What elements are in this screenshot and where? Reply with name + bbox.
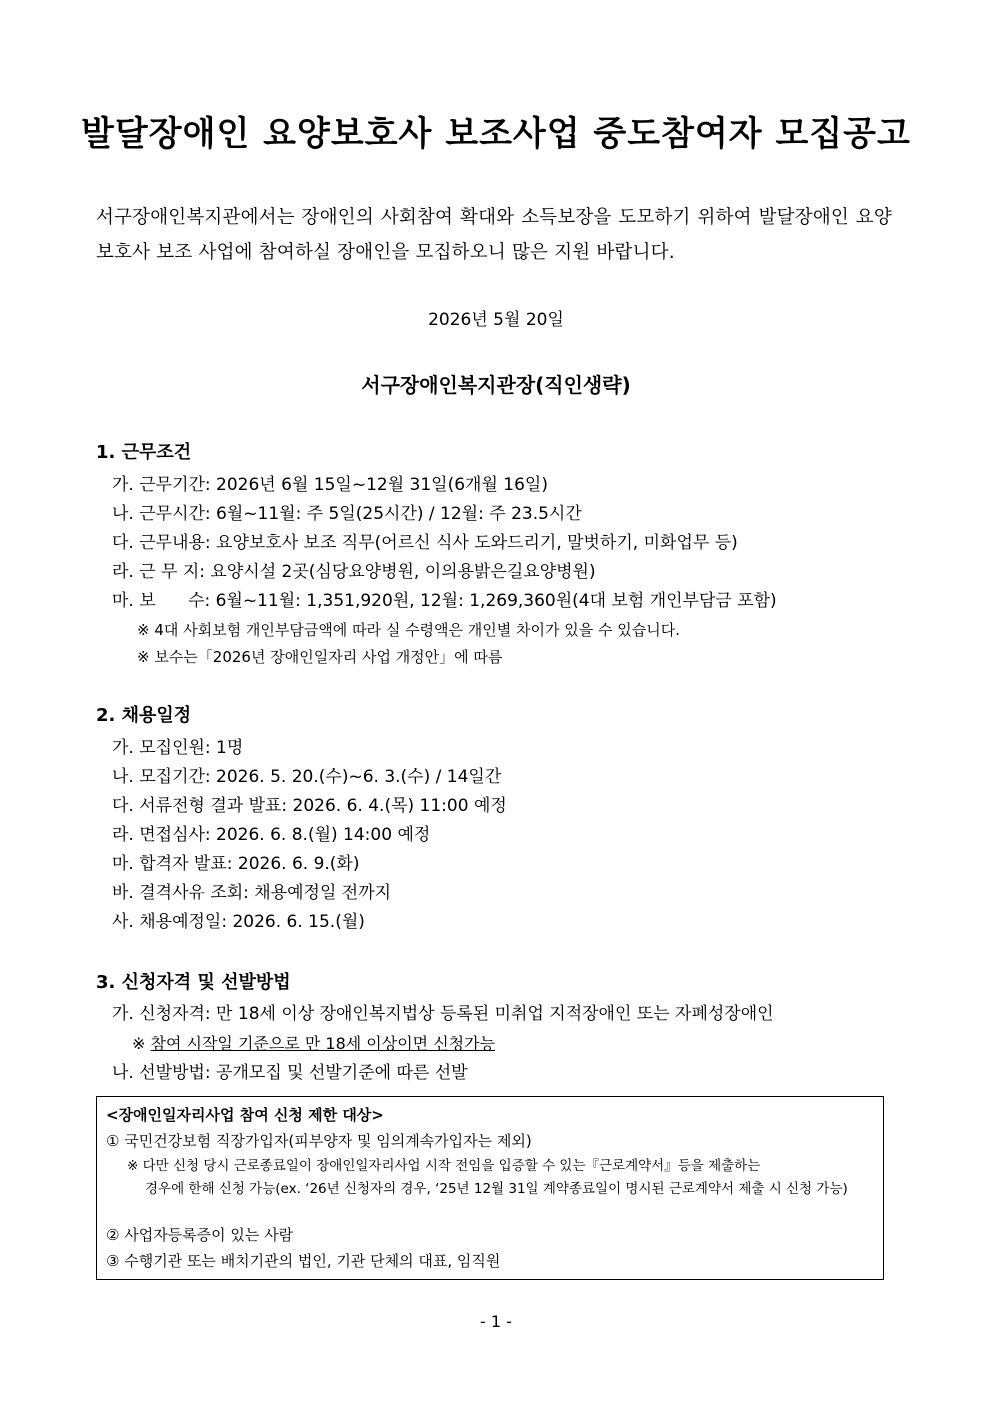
- underlined-note-text: 참여 시작일 기준으로 만 18세 이상이면 신청가능: [150, 1034, 496, 1053]
- note: ※ 보수는「2026년 장애인일자리 사업 개정안」에 따름: [137, 648, 503, 666]
- list-item: 나. 선발방법: 공개모집 및 선발기준에 따른 선발: [112, 1063, 468, 1083]
- box-item: ② 사업자등록증이 있는 사람: [106, 1226, 294, 1244]
- section-heading-work-conditions: 1. 근무조건: [96, 442, 192, 463]
- page-number: - 1 -: [480, 1312, 512, 1331]
- list-item: 나. 근무시간: 6월~11월: 주 5일(25시간) / 12월: 주 23.5시간: [112, 504, 582, 524]
- list-item: 마. 보 수: 6월~11월: 1,351,920원, 12월: 1,269,360원(4대 보험 개인부담금 포함): [112, 591, 777, 611]
- issuer-signature: 서구장애인복지관장(직인생략): [361, 373, 631, 397]
- box-item: ③ 수행기관 또는 배치기관의 법인, 기관 단체의 대표, 임직원: [106, 1252, 501, 1270]
- list-item: 나. 모집기간: 2026. 5. 20.(수)~6. 3.(수) / 14일간: [112, 767, 502, 787]
- list-item: 다. 서류전형 결과 발표: 2026. 6. 4.(목) 11:00 예정: [112, 796, 507, 816]
- note-mark: ※: [132, 1034, 151, 1053]
- note: [132, 1032, 495, 1056]
- intro-paragraph: 서구장애인복지관에서는 장애인의 사회참여 확대와 소득보장을 도모하기 위하여 발달장애인 요양보호사 보조 사업에 참여하실 장애인을 모집하오니 많은 지원 바랍니다.: [96, 207, 892, 263]
- list-item: 바. 결격사유 조회: 채용예정일 전까지: [112, 883, 392, 903]
- announcement-date: 2026년 5월 20일: [428, 310, 564, 330]
- page-title: 발달장애인 요양보호사 보조사업 중도참여자 모집공고: [81, 114, 911, 154]
- list-item: 다. 근무내용: 요양보호사 보조 직무(어르신 식사 도와드리기, 말벗하기, 미화업무 등): [112, 533, 738, 553]
- box-note-line: 경우에 한해 신청 가능(ex. ‘26년 신청자의 경우, ‘25년 12월 31일 계약종료일이 명시된 근로계약서 제출 시 신청 가능): [145, 1181, 848, 1197]
- list-item: 사. 채용예정일: 2026. 6. 15.(월): [112, 912, 365, 932]
- list-item: 마. 합격자 발표: 2026. 6. 9.(화): [112, 854, 360, 874]
- box-heading: <장애인일자리사업 참여 신청 제한 대상>: [106, 1106, 384, 1124]
- box-note: [127, 1155, 879, 1201]
- section-heading-eligibility: 3. 신청자격 및 선발방법: [96, 972, 291, 993]
- list-item: 가. 근무기간: 2026년 6월 15일~12월 31일(6개월 16일): [112, 475, 548, 495]
- list-item: 가. 신청자격: 만 18세 이상 장애인복지법상 등록된 미취업 지적장애인 또는 자폐성장애인: [112, 1004, 774, 1024]
- list-item: 라. 면접심사: 2026. 6. 8.(월) 14:00 예정: [112, 825, 431, 845]
- box-note-line: ※ 다만 신청 당시 근로종료일이 장애인일자리사업 시작 전임을 입증할 수 있는『근로계약서』등을 제출하는: [127, 1158, 761, 1174]
- restriction-box: [96, 1096, 884, 1280]
- section-heading-schedule: 2. 채용일정: [96, 705, 192, 726]
- note: ※ 4대 사회보험 개인부담금액에 따라 실 수령액은 개인별 차이가 있을 수 있습니다.: [137, 621, 681, 639]
- list-item: 라. 근 무 지: 요양시설 2곳(심당요양병원, 이의용밝은길요양병원): [112, 562, 596, 582]
- list-item: 가. 모집인원: 1명: [112, 738, 244, 758]
- box-item: ① 국민건강보험 직장가입자(피부양자 및 임의계속가입자는 제외): [106, 1132, 532, 1150]
